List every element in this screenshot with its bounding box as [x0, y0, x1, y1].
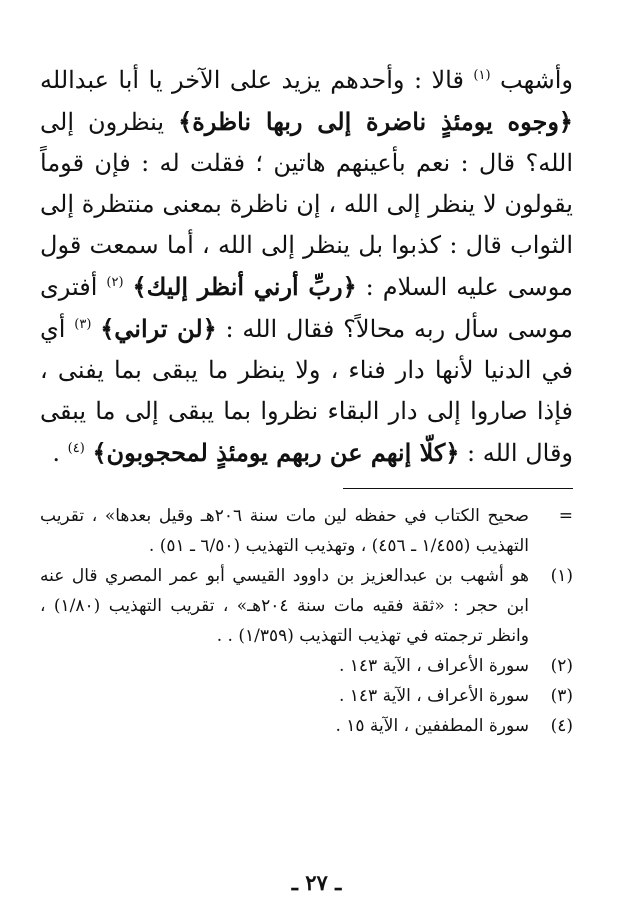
- footnote-number: (١): [550, 566, 573, 586]
- footnote-item: [40, 501, 573, 561]
- footnote-text: هو أشهب بن عبدالعزيز بن داوود القيسي أبو عمر المصري قال عنه ابن حجر : «ثقة فقيه مات سنة ٢٠٤هـ» ، تقريب التهذيب (١/٨٠) ، وانظر ترجمته في تهذيب التهذيب (١/٣٥٩) . .: [40, 566, 529, 646]
- footnote-number: (٢): [550, 656, 573, 676]
- text-run: وأشهب: [490, 66, 574, 94]
- text-run: [91, 315, 100, 343]
- footnote-text: سورة الأعراف ، الآية ١٤٣ .: [338, 656, 529, 676]
- footnote-item: [40, 651, 573, 681]
- footnote-number: (٣): [550, 686, 573, 706]
- text-run: [124, 273, 133, 301]
- page-number: ـ ٢٧ ـ: [291, 870, 342, 895]
- main-paragraph: [40, 60, 573, 474]
- footnote-ref: (٣): [74, 317, 92, 332]
- text-run: أي في الدنيا لأنها دار فناء ، ولا ينظر ما يبقى بما يفنى ، فإذا صاروا إلى دار البقاء نظروا بما يبقى إلى ما يبقى وقال الله :: [40, 315, 573, 467]
- footnote-ref: (١): [473, 68, 491, 83]
- footnote-text: سورة المطففين ، الآية ١٥ .: [335, 716, 529, 736]
- document-page: [40, 60, 573, 741]
- quran-quote: ﴿ربِّ أرني أنظر إليك﴾: [132, 272, 357, 301]
- footnote-item: [40, 561, 573, 651]
- footnote-item: [40, 711, 573, 741]
- footnote-text: صحيح الكتاب في حفظه لين مات سنة ٢٠٦هـ وقيل بعدها» ، تقريب التهذيب (١/٤٥٥ ـ ٤٥٦) ، وتهذيب التهذيب (٦/٥٠ ـ ٥١) .: [40, 506, 529, 556]
- footnote-ref: (٢): [106, 275, 124, 290]
- text-run: ينظرون إلى الله؟ قال : نعم بأعينهم هاتين ؛ فقلت له : فإن قوماً يقولون لا ينظر إلى الله ، إن ناظرة بمعنى منتظرة إلى الثواب قال : كذبوا بل ينظر إلى الله ، أما سمعت قول موسى عليه السلام :: [40, 108, 574, 301]
- footnote-number: =: [558, 506, 573, 526]
- footnote-item: [40, 681, 573, 711]
- footnote-text: سورة الأعراف ، الآية ١٤٣ .: [338, 686, 529, 706]
- quran-quote: ﴿كلّا إنهم عن ربهم يومئذٍ لمحجوبون﴾: [92, 438, 460, 467]
- text-run: .: [52, 439, 68, 467]
- footnote-number: (٤): [550, 716, 573, 736]
- quran-quote: ﴿لن تراني﴾: [100, 314, 217, 343]
- text-run: أفترى موسى سأل ربه محالاً؟ فقال الله :: [40, 273, 574, 343]
- quran-quote: ﴿وجوه يومئذٍ ناضرة إلى ربها ناظرة﴾: [178, 107, 573, 136]
- footnote-ref: (٤): [67, 441, 85, 456]
- text-run: قالا : وأحدهم يزيد على الآخر يا أبا عبدالله: [40, 66, 474, 94]
- footnote-separator: [343, 488, 573, 489]
- footnotes: [40, 501, 573, 741]
